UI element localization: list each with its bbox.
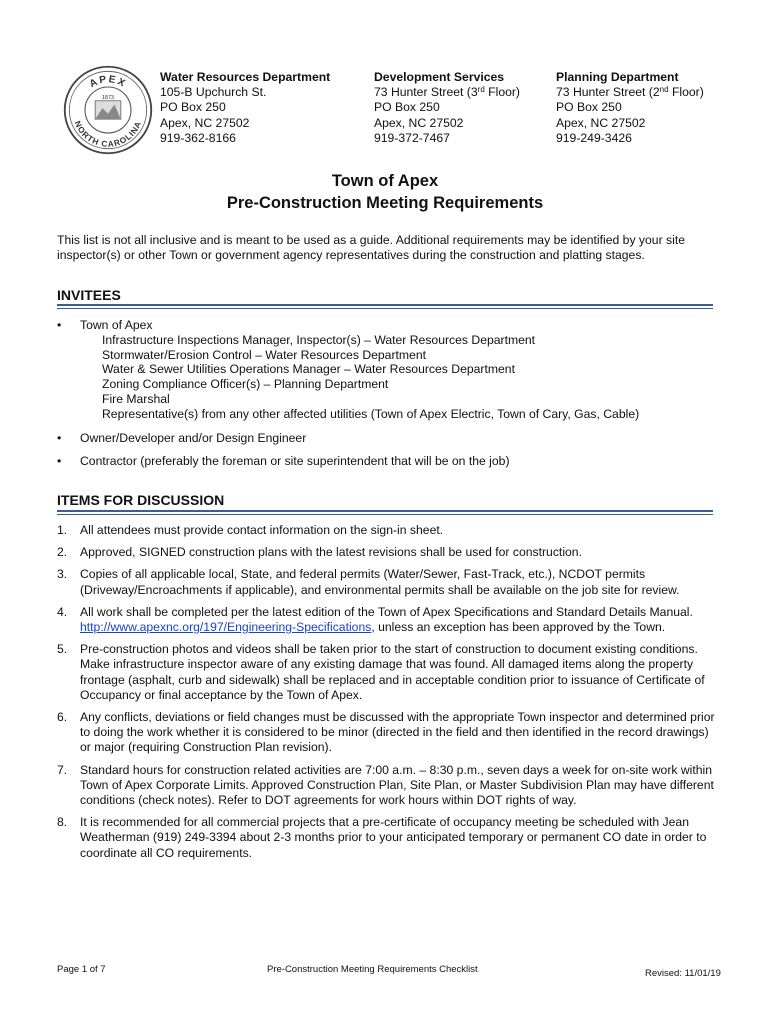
- bullet: •: [57, 318, 62, 332]
- item-number: 6.: [57, 710, 68, 725]
- list-item: [57, 431, 717, 446]
- item-text: Copies of all applicable local, State, and federal permits (Water/Sewer, Fast-Track, etc.), NCDOT permits (Driveway/Encroachments if applicable), and environmental permits shall be available on the job site for review.: [80, 567, 680, 597]
- list-item: Stormwater/Erosion Control – Water Resources Department: [102, 347, 426, 362]
- svg-text:NORTH CAROLINA: NORTH CAROLINA: [72, 119, 144, 149]
- item-number: 2.: [57, 545, 68, 560]
- list-item: Infrastructure Inspections Manager, Inspector(s) – Water Resources Department: [102, 332, 536, 347]
- item-text: All attendees must provide contact information on the sign-in sheet.: [80, 523, 444, 537]
- intro-paragraph: This list is not all inclusive and is meant to be used as a guide. Additional requirements may be identified by your site inspector(s) or other Town or government agency representatives during the construction and platting stages.: [57, 233, 685, 263]
- invitees-heading: INVITEES: [57, 287, 121, 303]
- document-title-town: Town of Apex: [331, 172, 439, 190]
- water-resources-contact: [160, 70, 330, 146]
- list-item: [57, 318, 717, 422]
- discussion-items-list: [57, 523, 717, 868]
- section-divider: [57, 304, 713, 309]
- item-text: Approved, SIGNED construction plans with the latest revisions shall be used for construction.: [80, 545, 582, 560]
- item-text: Pre-construction photos and videos shall be taken prior to the start of construction to document existing conditions. Make infrastructure inspector aware of any existing damage that was found. All damaged items along the property frontage (asphalt, curb and sidewalk) shall be replaced and in acceptable condition prior to issuance of Certificate of Occupancy or final acceptance by the Town of Apex.: [80, 642, 705, 702]
- list-item: Fire Marshal: [102, 391, 170, 406]
- planning-department-contact: [556, 70, 704, 146]
- dept-city: Apex, NC 27502: [556, 115, 646, 130]
- svg-text:APEX: APEX: [87, 74, 129, 91]
- list-item: [57, 815, 717, 861]
- item-number: 5.: [57, 642, 68, 657]
- item-number: 8.: [57, 815, 68, 830]
- item-number: 3.: [57, 567, 68, 582]
- invitee-town-sublist: [80, 333, 717, 422]
- list-item: [57, 545, 717, 560]
- dept-po-box: PO Box 250: [374, 100, 440, 115]
- item-number: 1.: [57, 523, 68, 537]
- section-divider: [57, 510, 713, 515]
- list-item: [57, 567, 717, 597]
- item-number: 7.: [57, 762, 68, 777]
- dept-phone: 919-362-8166: [160, 130, 236, 145]
- dept-po-box: PO Box 250: [160, 100, 226, 115]
- list-item: [57, 605, 717, 635]
- list-item: [57, 454, 717, 469]
- list-item: [57, 763, 717, 809]
- item-number: 4.: [57, 604, 68, 619]
- engineering-specifications-link[interactable]: http://www.apexnc.org/197/Engineering-Specifications: [80, 620, 372, 635]
- dept-street: 105-B Upchurch St.: [160, 85, 267, 100]
- list-item: [57, 642, 717, 703]
- dept-phone: 919-372-7467: [374, 130, 450, 145]
- dept-name: Development Services: [374, 70, 505, 84]
- dept-city: Apex, NC 27502: [160, 115, 250, 130]
- list-item: [57, 710, 717, 756]
- invitee-town-label: Town of Apex: [80, 318, 153, 332]
- invitee-owner: Owner/Developer and/or Design Engineer: [80, 430, 307, 445]
- dept-name: Water Resources Department: [160, 70, 331, 84]
- item-text: Standard hours for construction related activities are 7:00 a.m. – 8:30 p.m., seven days a week for on-site work within Town of Apex Corporate Limits. Approved Construction Plan, Site Plan, or Master Subdivision Plan may have different conditions (check notes). Refer to DOT agreements for work hours within DOT rights of way.: [80, 762, 714, 808]
- dept-street: 73 Hunter Street (3rd Floor): [374, 85, 520, 100]
- item-text: All work shall be completed per the latest edition of the Town of Apex Specifications and Standard Details Manual. http://www.apexnc.org/197/Engineering-Specifications, unless an exception has been approved by the Town.: [80, 604, 693, 635]
- svg-text:1873: 1873: [101, 94, 115, 101]
- dept-phone: 919-249-3426: [556, 130, 632, 145]
- town-seal-logo: [62, 64, 154, 156]
- document-title: Pre-Construction Meeting Requirements: [226, 194, 544, 212]
- invitee-contractor: Contractor (preferably the foreman or site superintendent that will be on the job): [80, 454, 510, 469]
- item-text: It is recommended for all commercial projects that a pre-certificate of occupancy meeting be scheduled with Jean Weatherman (919) 249-3394 about 2-3 months prior to your anticipated temporary or permanent CO date in order to coordinate all CO requirements.: [80, 815, 707, 860]
- list-item: Representative(s) from any other affected utilities (Town of Apex Electric, Town of Cary, Gas, Cable): [102, 406, 640, 421]
- dept-name: Planning Department: [556, 70, 679, 84]
- footer-document-name: Pre-Construction Meeting Requirements Checklist: [267, 964, 478, 975]
- page-number: Page 1 of 7: [57, 964, 106, 975]
- dept-po-box: PO Box 250: [556, 100, 622, 115]
- revision-date: Revised: 11/01/19: [645, 968, 721, 979]
- item-text: Any conflicts, deviations or field changes must be discussed with the appropriate Town inspector and determined prior to doing the work whether it is considered to be minor (directed in the field and then identified in the record drawings) or major (requiring Construction Plan revision).: [80, 710, 715, 755]
- invitees-list: [57, 318, 717, 478]
- list-item: Water & Sewer Utilities Operations Manager – Water Resources Department: [102, 362, 515, 377]
- bullet: •: [57, 430, 62, 445]
- bullet: •: [57, 454, 62, 469]
- development-services-contact: [374, 70, 520, 146]
- dept-city: Apex, NC 27502: [374, 115, 464, 130]
- items-heading: ITEMS FOR DISCUSSION: [57, 492, 225, 508]
- list-item: Zoning Compliance Officer(s) – Planning Department: [102, 377, 389, 392]
- dept-street: 73 Hunter Street (2nd Floor): [556, 85, 704, 100]
- list-item: [57, 523, 717, 538]
